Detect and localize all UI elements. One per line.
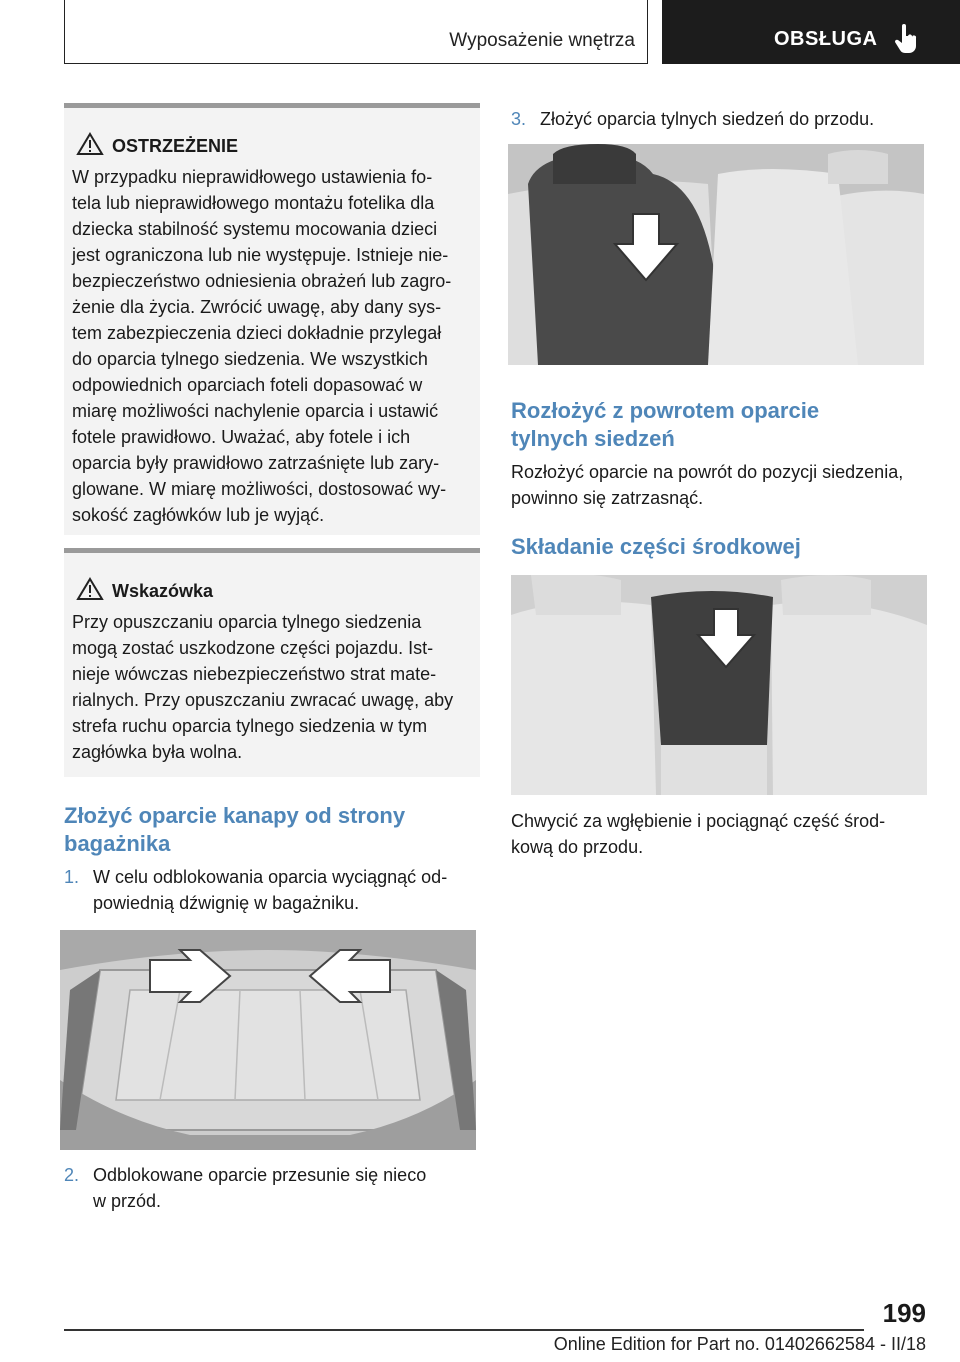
section-heading-unfold-backrest: Rozłożyć z powrotem oparcie tylnych siedzeń [511,398,820,451]
step-3-number: 3. [511,109,527,129]
step-3-text: Złożyć oparcia tylnych siedzeń do przodu. [540,109,875,129]
trunk-release-lever-image [60,930,476,1150]
header-section-box [64,0,648,64]
footer-edition: Online Edition for Part no. 01402662584 - II/18 [553,1334,926,1354]
header-chapter-title: OBSŁUGA [774,28,878,50]
warning-text: W przypadku nieprawidłowego ustawienia fo- tela lub nieprawidłowego montażu fotelika dla dziecka stabilność systemu mocowania dzieci jest ograniczona lub nie występuje. Istnieje nie- bezpieczeństwo odniesienia obrażeń lub zagro- żenie dla życia. Zwrócić uwagę, aby dany sys- tem zabezpieczenia dzieci dokładnie przylegał do oparcia tylnego siedzenia. We wszystkich odpowiednich oparciach foteli dopasować w miarę możliwości nachylenie oparcia i ustawić fotele prawidłowo. Uważać, aby fotele i ich oparcia były prawidłowo zatrzaśnięte lub zary- glowane. W miarę możliwości, dostosować wy- sokość zagłówków lub je wyjąć. [72,167,452,525]
header-chapter-tab[interactable] [662,0,960,64]
step-2-text: Odblokowane oparcie przesunie się nieco w przód. [93,1165,427,1211]
warning-triangle-icon [76,577,104,601]
rear-seat-fold-image [508,144,924,365]
footer-divider [64,1329,864,1331]
header-section-title: Wyposażenie wnętrza [449,30,635,51]
warning-box [64,103,480,535]
note-box [64,548,480,777]
step-2-number: 2. [64,1165,80,1185]
section-heading-fold-from-trunk: Złożyć oparcie kanapy od strony bagażnika [64,803,406,856]
step-1-number: 1. [64,867,80,887]
hand-pointer-icon [894,24,918,54]
center-section-fold-image [511,575,927,795]
warning-title: OSTRZEŻENIE [112,136,239,156]
center-fold-text: Chwycić za wgłębienie i pociągnąć część środ- kową do przodu. [511,811,886,857]
page-number: 199 [882,1298,926,1328]
section-heading-center-fold: Składanie części środkowej [511,534,801,559]
warning-triangle-icon [76,132,104,156]
note-title: Wskazówka [112,581,214,601]
step-1-text: W celu odblokowania oparcia wyciągnąć od- powiednią dźwignię w bagażniku. [93,867,448,913]
note-text: Przy opuszczaniu oparcia tylnego siedzenia mogą zostać uszkodzone części pojazdu. Ist- nieje wówczas niebezpieczeństwo strat mate- rialnych. Przy opuszczaniu zwracać uwagę, aby strefa ruchu oparcia tylnego siedzenia w tym zagłówka była wolna. [72,612,454,762]
unfold-backrest-text: Rozłożyć oparcie na powrót do pozycji siedzenia, powinno się zatrzasnąć. [511,462,904,508]
